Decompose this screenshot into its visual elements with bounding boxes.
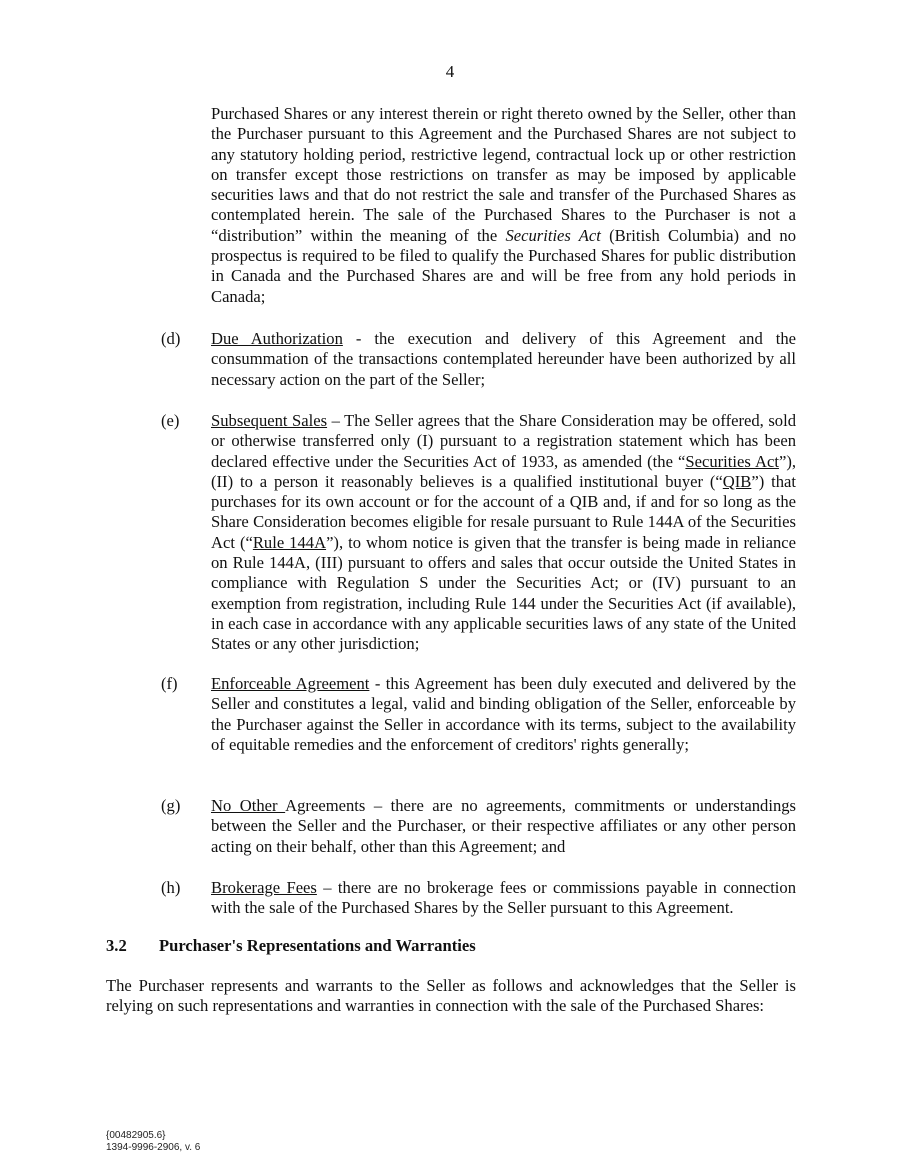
clause-g-title-rest: Agreements: [285, 796, 366, 815]
clause-e-text-2: ”), (II) to a person it reasonably believes is a qualified institutional buyer (“: [211, 451, 796, 491]
section-number: 3.2: [106, 936, 127, 955]
clause-f-letter: (f): [161, 674, 178, 693]
clause-f-text: - this Agreement has been duly executed and delivered by the Seller and constitutes a legal, valid and binding obligation of the Seller, enforceable by the Purchaser against the Seller in accordance with its terms, subject to the availability of equitable remedies and the enforcement of creditors' rights generally;: [211, 674, 796, 754]
clause-d-text: - the execution and delivery of this Agreement and the consummation of the transactions contemplated hereunder have been authorized by all necessary action on the part of the Seller;: [211, 329, 796, 389]
clause-h-letter: (h): [161, 878, 181, 897]
clause-e-text-1: – The Seller agrees that the Share Consideration may be offered, sold or otherwise transferred only (I) pursuant to a registration statement which has been declared effective under the Securities Act of 1933, as amended (the “: [211, 411, 796, 471]
clause-g-title: No Other: [211, 796, 286, 815]
section-heading: [106, 936, 476, 956]
footer-version: 1394-9996-2906, v. 6: [106, 1142, 201, 1153]
clause-e-text-3: ”) that purchases for its own account or for the account of a QIB and, if and for so long as the Share Consideration becomes eligible for resale pursuant to Rule 144A of the Securities Act (“: [211, 471, 796, 552]
section-intro: The Purchaser represents and warrants to the Seller as follows and acknowledges that the Seller is relying on such representations and warranties in connection with the sale of the Purchased Shares:: [106, 976, 796, 1016]
clause-g-letter: (g): [161, 796, 181, 815]
clause-e-text-4: ”), to whom notice is given that the transfer is being made in reliance on Rule 144A, (III) pursuant to offers and sales that occur outside the United States in compliance with Regulation S under the Securities Act; or (IV) pursuant to an exemption from registration, including Rule 144 under the Securities Act (if available), in each case in accordance with any applicable securities laws of any state of the United States or any other jurisdiction;: [211, 532, 796, 654]
document-footer: [106, 1130, 200, 1154]
page-number: 4: [445, 62, 455, 81]
clause-f-title: Enforceable Agreement: [211, 674, 370, 693]
continuation-italic-act: Securities Act: [505, 225, 601, 245]
clause-e-body: [211, 411, 796, 655]
clause-g-text: – there are no agreements, commitments or understandings between the Seller and the Purchaser, or their respective affiliates or any other person acting on their behalf, other than this Agreement; and: [211, 796, 796, 856]
clause-e-letter: (e): [161, 411, 180, 430]
continuation-text-1: Purchased Shares or any interest therein or right thereto owned by the Seller, other than the Purchaser pursuant to this Agreement and the Purchased Shares are not subject to any statutory holding period, restrictive legend, contractual lock up or other restriction on transfer except those restrictions on transfer as may be imposed by applicable securities laws and that do not restrict the sale and transfer of the Purchased Shares as contemplated herein. The sale of the Purchased Shares to the Purchaser is not a “distribution” within the meaning of the: [211, 104, 796, 245]
clause-d-title: Due Authorization: [211, 329, 343, 348]
clause-h-text: – there are no brokerage fees or commissions payable in connection with the sale of the Purchased Shares by the Seller pursuant to this Agreement.: [211, 878, 797, 918]
clause-d-body: [211, 329, 796, 390]
clause-d-letter: (d): [161, 329, 181, 348]
clause-e-term-securities-act: Securities Act: [685, 451, 779, 471]
clause-e-term-rule-144a: Rule 144A: [252, 532, 327, 552]
clause-h-body: [211, 878, 796, 919]
clause-e-term-qib: QIB: [722, 471, 752, 491]
clause-h-title: Brokerage Fees: [211, 878, 317, 897]
section-title: Purchaser's Representations and Warranties: [159, 936, 476, 955]
continuation-text-2: (British Columbia) and no prospectus is required to be filed to qualify the Purchased Shares for public distribution in Canada and the Purchased Shares are and will be free from any hold periods in Canada;: [211, 225, 796, 306]
clause-f-body: [211, 674, 796, 755]
footer-doc-id: {00482905.6}: [106, 1130, 166, 1141]
clause-e-title: Subsequent Sales: [211, 411, 328, 430]
continuation-paragraph: [211, 104, 796, 307]
clause-g-body: [211, 796, 796, 857]
